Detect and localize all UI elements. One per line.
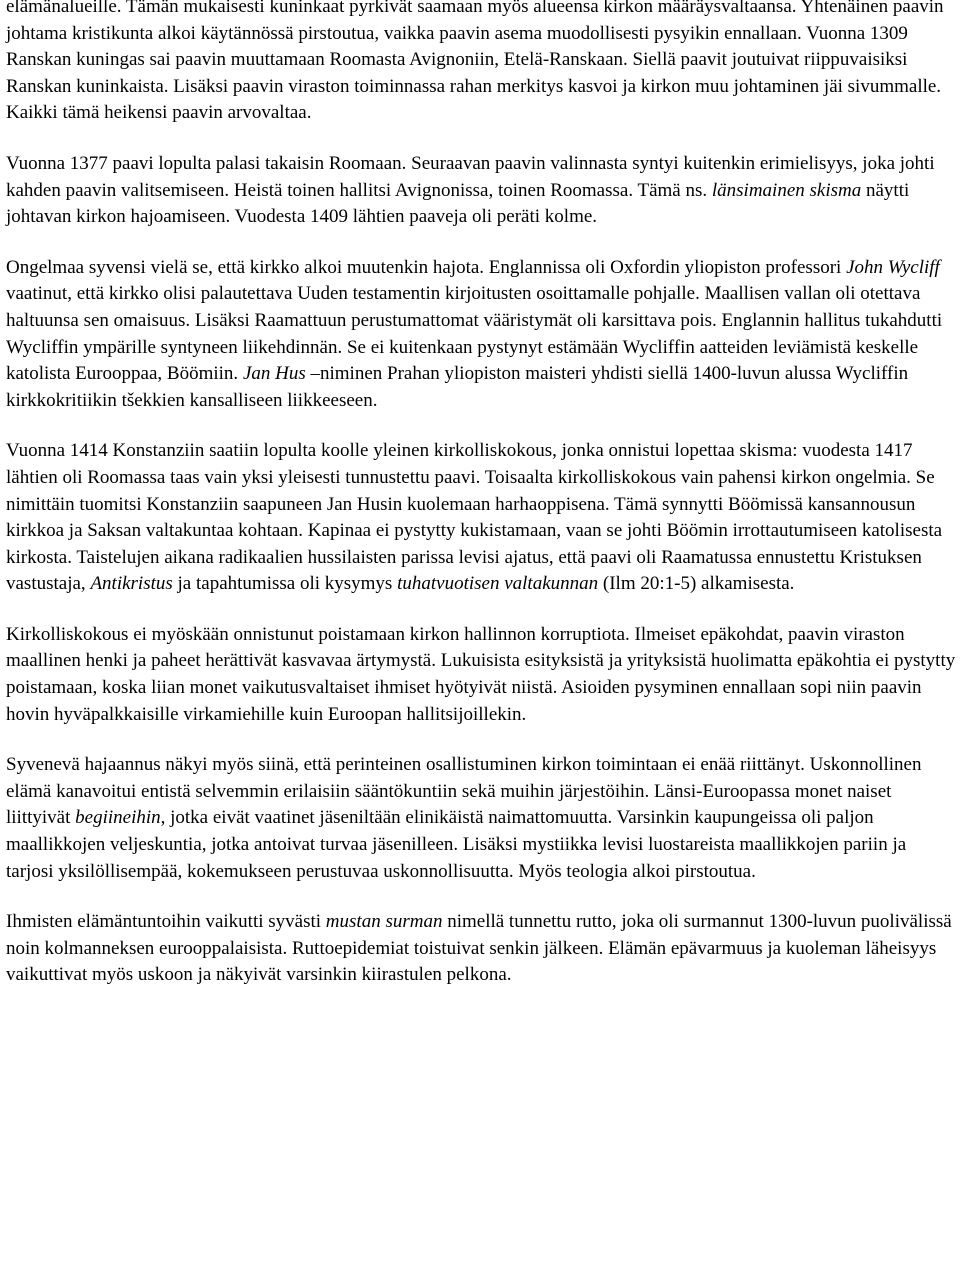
text-run: , jotka eivät vaatinet jäseniltään elinikäistä naimattomuutta. Varsinkin kaupungeissa oli paljon maallikkojen veljeskuntia, jotka antoivat turvaa jäsenilleen. Lisäksi mystiikka levisi luostareista maallikkojen pariin ja tarjosi yksilöllisempää, kokemukseen perustuvaa uskonnollisuutta. Myös teologia alkoi pirstoutua. [6,807,907,882]
text-run: elämänalueille. Tämän mukaisesti kuninkaat pyrkivät saamaan myös alueensa kirkon määräysvaltaansa. Yhtenäinen paavin johtama kristikunta alkoi käytännössä pirstoutua, vaikka paavin asema muodollisesti pysyikin ennallaan. Vuonna 1309 Ranskan kuningas sai paavin muuttamaan Roomasta Avignoniin, Etelä-Ranskaan. Siellä paavit joutuivat riippuvaisiksi Ranskan kuninkaista. Lisäksi paavin viraston toiminnassa rahan merkitys kasvoi ja kirkon muu johtaminen jäi sivummalle. Kaikki tämä heikensi paavin arvovaltaa. [6,0,944,124]
text-run: Vuonna 1414 Konstanziin saatiin lopulta koolle yleinen kirkolliskokous, jonka onnistui lopettaa skisma: vuodesta 1417 lähtien oli Roomassa taas vain yksi yleisesti tunnustettu paavi. Toisaalta kirkolliskokous vain pahensi kirkon ongelmia. Se nimittäin tuomitsi Konstanziin saapuneen Jan Husin kuolemaan harhaoppisena. Tämä synnytti Böömissä kansannousun kirkkoa ja Saksan valtakuntaa kohtaan. Kapinaa ei pystytty kukistamaan, vaan se johti Böömin irrottautumiseen katolisesta kirkosta. Taistelujen aikana radikaalien hussilaisten parissa levisi ajatus, että paavi oli Raamatussa ennustettu Kristuksen vastustaja, [6,440,943,595]
text-run: Ihmisten elämäntuntoihin vaikutti syvästi [6,911,326,933]
paragraph-black-death [6,909,956,989]
text-run: (Ilm 20:1-5) alkamisesta. [598,573,795,595]
paragraph-konstanz-council [6,438,956,598]
text-run: näytti johtavan kirkon hajoamiseen. Vuodesta 1409 lähtien paaveja oli peräti kolme. [6,179,910,228]
italic-term: begiineihin [75,807,161,829]
paragraph-avignon [6,0,956,127]
italic-term: Antikristus [90,573,173,595]
text-run: nimellä tunnettu rutto, joka oli surmannut 1300-luvun puolivälissä noin kolmanneksen eurooppalaisista. Ruttoepidemiat toistuivat senkin jälkeen. Elämän epävarmuus ja kuoleman läheisyys vaikuttivat myös uskoon ja näkyivät varsinkin kiirastulen pelkona. [6,911,952,986]
text-run: Syvenevä hajaannus näkyi myös siinä, että perinteinen osallistuminen kirkon toimintaan ei enää riittänyt. Uskonnollinen elämä kanavoitui entistä selvemmin erilaisiin sääntökuntiin sekä muihin järjestöihin. Länsi-Euroopassa monet naiset liittyivät [6,754,922,829]
paragraph-western-schism [6,151,956,231]
text-run: Kirkolliskokous ei myöskään onnistunut poistamaan kirkon hallinnon korruptiota. Ilmeiset epäkohdat, paavin viraston maallinen henki ja paheet herättivät kasvavaa ärtymystä. Lukuisista esityksistä ja yrityksistä huolimatta epäkohtia ei pystytty poistamaan, koska liian monet vaikutusvaltaiset ihmiset hyötyivät niistä. Asioiden pysyminen ennallaan sopi niin paavin hovin hyväpalkkaisille virkamiehille kuin Euroopan hallitsijoillekin. [6,623,956,725]
text-run: –niminen Prahan yliopiston maisteri yhdisti siellä 1400-luvun alussa Wycliffin kirkkokritiikin tšekkien kansalliseen liikkeeseen. [6,363,909,411]
italic-name: John Wycliff [846,256,940,278]
italic-term: mustan surman [325,911,443,933]
paragraph-religious-life [6,752,956,885]
text-run: vaatinut, että kirkko olisi palautettava Uuden testamentin kirjoitusten osoittamalle pohjalle. Maallisen vallan oli otettava haltuunsa sen omaisuus. Lisäksi Raamattuun perustumattomat vääristymät oli karsittava pois. Englannin hallitus tukahdutti Wycliffin ympärille syntyneen liikehdinnän. Se ei kuitenkaan pystynyt estämään Wycliffin aatteiden leviämistä keskelle katolista Eurooppaa, Böömiin. [6,283,943,385]
italic-term: tuhatvuotisen valtakunnan [397,573,599,595]
paragraph-corruption [6,622,956,728]
text-run: ja tapahtumissa oli kysymys [172,573,398,595]
italic-term: länsimainen skisma [711,179,862,201]
italic-name: Jan Hus [242,363,306,385]
text-run: Vuonna 1377 paavi lopulta palasi takaisin Roomaan. Seuraavan paavin valinnasta syntyi kuitenkin erimielisyys, joka johti kahden paavin valitsemiseen. Heistä toinen hallitsi Avignonissa, toinen Roomassa. Tämä ns. [6,152,935,201]
text-run: Ongelmaa syvensi vielä se, että kirkko alkoi muutenkin hajota. Englannissa oli Oxfordin yliopiston professori [6,256,847,278]
paragraph-wycliff-hus [6,255,956,415]
